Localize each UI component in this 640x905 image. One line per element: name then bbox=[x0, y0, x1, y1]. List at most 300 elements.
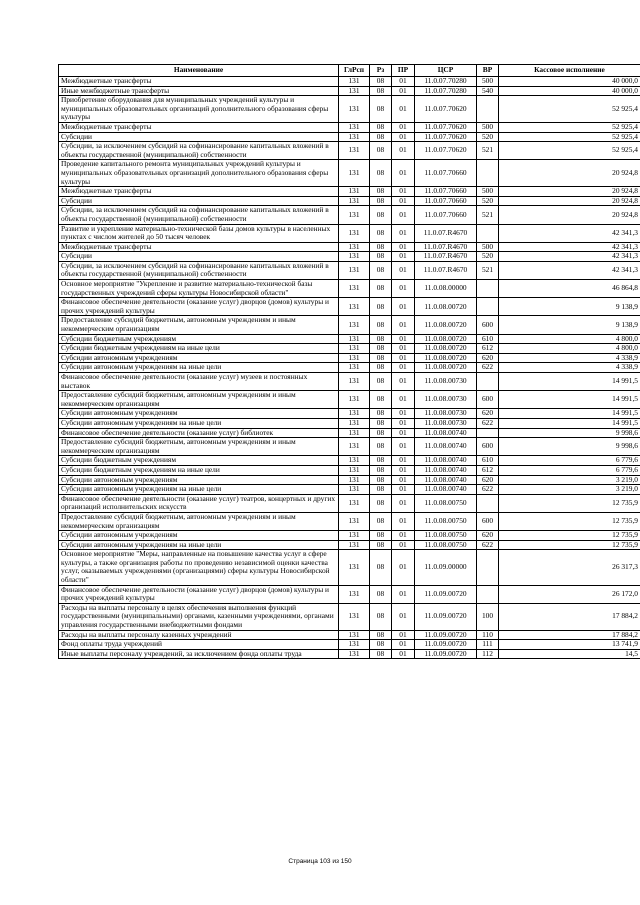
table-row bbox=[59, 160, 640, 187]
row-csr: 11.0.07.70620 bbox=[415, 96, 477, 123]
row-name: Субсидии автономным учреждениям на иные цели bbox=[59, 418, 339, 428]
row-csr: 11.0.09.00720 bbox=[415, 640, 477, 650]
row-vr: 620 bbox=[477, 531, 499, 541]
row-csr: 11.0.07.70620 bbox=[415, 142, 477, 160]
row-vr: 520 bbox=[477, 132, 499, 142]
row-rz: 08 bbox=[370, 206, 392, 224]
row-vr: 622 bbox=[477, 540, 499, 550]
row-rz: 08 bbox=[370, 261, 392, 279]
row-amount: 6 779,6 bbox=[499, 456, 640, 466]
row-pr: 01 bbox=[392, 122, 415, 132]
row-glrsp: 131 bbox=[339, 630, 370, 640]
row-glrsp: 131 bbox=[339, 132, 370, 142]
row-pr: 01 bbox=[392, 298, 415, 316]
row-vr: 610 bbox=[477, 456, 499, 466]
row-amount: 42 341,3 bbox=[499, 261, 640, 279]
row-glrsp: 131 bbox=[339, 316, 370, 334]
row-name: Развитие и укрепление материально-технической базы домов культуры в населенных пунктах с числом жителей до 50 тысяч человек bbox=[59, 224, 339, 242]
page-number: Страница 103 из 150 bbox=[288, 858, 352, 865]
row-amount: 14 991,5 bbox=[499, 391, 640, 409]
row-csr: 11.0.08.00750 bbox=[415, 512, 477, 530]
row-vr: 622 bbox=[477, 418, 499, 428]
row-pr: 01 bbox=[392, 438, 415, 456]
row-name: Финансовое обеспечение деятельности (оказание услуг) библиотек bbox=[59, 428, 339, 438]
row-name: Финансовое обеспечение деятельности (оказание услуг) дворцов (домов) культуры и прочих учреждений культуры bbox=[59, 298, 339, 316]
row-vr bbox=[477, 224, 499, 242]
row-rz: 08 bbox=[370, 585, 392, 603]
row-amount: 3 219,0 bbox=[499, 475, 640, 485]
row-glrsp: 131 bbox=[339, 252, 370, 262]
row-pr: 01 bbox=[392, 428, 415, 438]
table-row bbox=[59, 531, 640, 541]
table-row bbox=[59, 187, 640, 197]
row-vr: 110 bbox=[477, 630, 499, 640]
row-csr: 11.0.08.00000 bbox=[415, 280, 477, 298]
row-pr: 01 bbox=[392, 494, 415, 512]
row-amount: 14 991,5 bbox=[499, 418, 640, 428]
table-row bbox=[59, 603, 640, 630]
row-vr: 521 bbox=[477, 261, 499, 279]
row-glrsp: 131 bbox=[339, 603, 370, 630]
row-csr: 11.0.07.70660 bbox=[415, 187, 477, 197]
row-name: Межбюджетные трансферты bbox=[59, 77, 339, 87]
row-name: Межбюджетные трансферты bbox=[59, 187, 339, 197]
row-name: Финансовое обеспечение деятельности (оказание услуг) дворцов (домов) культуры и прочих учреждений культуры bbox=[59, 585, 339, 603]
row-amount: 52 925,4 bbox=[499, 96, 640, 123]
row-glrsp: 131 bbox=[339, 142, 370, 160]
table-header-row bbox=[59, 65, 640, 77]
table-row bbox=[59, 206, 640, 224]
row-rz: 08 bbox=[370, 298, 392, 316]
row-pr: 01 bbox=[392, 86, 415, 96]
row-glrsp: 131 bbox=[339, 122, 370, 132]
row-glrsp: 131 bbox=[339, 96, 370, 123]
table-row bbox=[59, 252, 640, 262]
row-csr: 11.0.08.00720 bbox=[415, 344, 477, 354]
row-vr: 612 bbox=[477, 465, 499, 475]
row-pr: 01 bbox=[392, 649, 415, 659]
header-cash-execution: Кассовое исполнение bbox=[499, 65, 640, 77]
row-rz: 08 bbox=[370, 603, 392, 630]
row-name: Субсидии автономным учреждениям на иные цели bbox=[59, 363, 339, 373]
row-name: Финансовое обеспечение деятельности (оказание услуг) музеев и постоянных выставок bbox=[59, 373, 339, 391]
row-amount: 9 998,6 bbox=[499, 428, 640, 438]
row-name: Предоставление субсидий бюджетным, автономным учреждениям и иным некоммерческим организациям bbox=[59, 391, 339, 409]
row-rz: 08 bbox=[370, 363, 392, 373]
row-name: Иные межбюджетные трансферты bbox=[59, 86, 339, 96]
row-pr: 01 bbox=[392, 316, 415, 334]
row-vr: 520 bbox=[477, 196, 499, 206]
row-rz: 08 bbox=[370, 160, 392, 187]
row-csr: 11.0.08.00740 bbox=[415, 456, 477, 466]
table-row bbox=[59, 122, 640, 132]
row-csr: 11.0.07.70620 bbox=[415, 132, 477, 142]
row-rz: 08 bbox=[370, 494, 392, 512]
row-glrsp: 131 bbox=[339, 224, 370, 242]
row-glrsp: 131 bbox=[339, 456, 370, 466]
row-name: Финансовое обеспечение деятельности (оказание услуг) театров, концертных и других организаций исполнительских искусств bbox=[59, 494, 339, 512]
table-row bbox=[59, 456, 640, 466]
row-csr: 11.0.08.00740 bbox=[415, 475, 477, 485]
row-amount: 9 138,9 bbox=[499, 316, 640, 334]
row-name: Проведение капитального ремонта муниципальных учреждений культуры и муниципальных образовательных организаций дополнительного образования сферы культуры bbox=[59, 160, 339, 187]
row-vr bbox=[477, 428, 499, 438]
row-rz: 08 bbox=[370, 96, 392, 123]
row-amount: 26 172,0 bbox=[499, 585, 640, 603]
row-amount: 52 925,4 bbox=[499, 142, 640, 160]
row-csr: 11.0.07.R4670 bbox=[415, 252, 477, 262]
row-vr bbox=[477, 373, 499, 391]
row-vr: 500 bbox=[477, 242, 499, 252]
row-rz: 08 bbox=[370, 649, 392, 659]
row-name: Субсидии, за исключением субсидий на софинансирование капитальных вложений в объекты государственной (муниципальной) собственности bbox=[59, 261, 339, 279]
row-glrsp: 131 bbox=[339, 531, 370, 541]
row-name: Межбюджетные трансферты bbox=[59, 242, 339, 252]
table-row bbox=[59, 465, 640, 475]
row-glrsp: 131 bbox=[339, 550, 370, 585]
row-csr: 11.0.09.00000 bbox=[415, 550, 477, 585]
row-amount: 52 925,4 bbox=[499, 122, 640, 132]
row-amount: 20 924,8 bbox=[499, 160, 640, 187]
row-amount: 4 338,9 bbox=[499, 353, 640, 363]
row-name: Субсидии автономным учреждениям bbox=[59, 353, 339, 363]
row-csr: 11.0.08.00750 bbox=[415, 531, 477, 541]
row-pr: 01 bbox=[392, 334, 415, 344]
row-pr: 01 bbox=[392, 465, 415, 475]
row-name: Расходы на выплаты персоналу в целях обеспечения выполнения функций государственными (муниципальными) органами, казенными учреждениями, органами управления государственными внебюджетными фондами bbox=[59, 603, 339, 630]
row-pr: 01 bbox=[392, 142, 415, 160]
row-glrsp: 131 bbox=[339, 428, 370, 438]
row-rz: 08 bbox=[370, 344, 392, 354]
row-glrsp: 131 bbox=[339, 512, 370, 530]
row-amount: 12 735,9 bbox=[499, 540, 640, 550]
table-row bbox=[59, 485, 640, 495]
row-glrsp: 131 bbox=[339, 298, 370, 316]
row-vr: 100 bbox=[477, 603, 499, 630]
row-amount: 14,5 bbox=[499, 649, 640, 659]
row-rz: 08 bbox=[370, 353, 392, 363]
table-row bbox=[59, 438, 640, 456]
row-csr: 11.0.08.00730 bbox=[415, 391, 477, 409]
row-name: Субсидии, за исключением субсидий на софинансирование капитальных вложений в объекты государственной (муниципальной) собственности bbox=[59, 142, 339, 160]
row-glrsp: 131 bbox=[339, 540, 370, 550]
row-amount: 13 741,9 bbox=[499, 640, 640, 650]
row-csr: 11.0.08.00730 bbox=[415, 409, 477, 419]
row-rz: 08 bbox=[370, 550, 392, 585]
row-pr: 01 bbox=[392, 280, 415, 298]
row-glrsp: 131 bbox=[339, 640, 370, 650]
row-csr: 11.0.08.00720 bbox=[415, 363, 477, 373]
row-name: Предоставление субсидий бюджетным, автономным учреждениям и иным некоммерческим организациям bbox=[59, 438, 339, 456]
row-vr: 500 bbox=[477, 122, 499, 132]
row-rz: 08 bbox=[370, 224, 392, 242]
row-vr: 520 bbox=[477, 252, 499, 262]
row-vr bbox=[477, 298, 499, 316]
row-rz: 08 bbox=[370, 252, 392, 262]
row-name: Основное мероприятие "Укрепление и развитие материально-технической базы государственных учреждений сферы культуры Новосибирской области" bbox=[59, 280, 339, 298]
row-glrsp: 131 bbox=[339, 261, 370, 279]
row-csr: 11.0.08.00750 bbox=[415, 494, 477, 512]
row-pr: 01 bbox=[392, 485, 415, 495]
row-amount: 46 864,8 bbox=[499, 280, 640, 298]
row-vr: 600 bbox=[477, 316, 499, 334]
row-rz: 08 bbox=[370, 280, 392, 298]
row-name: Субсидии автономным учреждениям bbox=[59, 409, 339, 419]
row-csr: 11.0.07.R4670 bbox=[415, 242, 477, 252]
row-amount: 12 735,9 bbox=[499, 531, 640, 541]
row-vr: 521 bbox=[477, 142, 499, 160]
row-amount: 4 800,0 bbox=[499, 334, 640, 344]
row-csr: 11.0.08.00730 bbox=[415, 418, 477, 428]
table-row bbox=[59, 261, 640, 279]
table-row bbox=[59, 649, 640, 659]
row-amount: 9 998,6 bbox=[499, 438, 640, 456]
row-amount: 12 735,9 bbox=[499, 494, 640, 512]
row-name: Субсидии bbox=[59, 132, 339, 142]
row-vr bbox=[477, 280, 499, 298]
row-csr: 11.0.08.00740 bbox=[415, 438, 477, 456]
row-vr: 620 bbox=[477, 409, 499, 419]
row-amount: 6 779,6 bbox=[499, 465, 640, 475]
row-rz: 08 bbox=[370, 531, 392, 541]
row-pr: 01 bbox=[392, 531, 415, 541]
row-glrsp: 131 bbox=[339, 344, 370, 354]
table-row bbox=[59, 344, 640, 354]
row-vr: 620 bbox=[477, 475, 499, 485]
row-name: Субсидии бюджетным учреждениям bbox=[59, 334, 339, 344]
row-glrsp: 131 bbox=[339, 373, 370, 391]
row-pr: 01 bbox=[392, 640, 415, 650]
row-pr: 01 bbox=[392, 456, 415, 466]
row-csr: 11.0.08.00740 bbox=[415, 465, 477, 475]
row-amount: 20 924,8 bbox=[499, 206, 640, 224]
row-amount: 9 138,9 bbox=[499, 298, 640, 316]
row-rz: 08 bbox=[370, 142, 392, 160]
row-vr: 610 bbox=[477, 334, 499, 344]
row-pr: 01 bbox=[392, 585, 415, 603]
row-name: Субсидии bbox=[59, 196, 339, 206]
row-csr: 11.0.07.R4670 bbox=[415, 261, 477, 279]
row-pr: 01 bbox=[392, 391, 415, 409]
row-rz: 08 bbox=[370, 122, 392, 132]
row-name: Приобретение оборудования для муниципальных учреждений культуры и муниципальных образовательных организаций дополнительного образования сферы культуры bbox=[59, 96, 339, 123]
report-sheet bbox=[58, 64, 640, 659]
row-vr bbox=[477, 160, 499, 187]
row-rz: 08 bbox=[370, 456, 392, 466]
row-glrsp: 131 bbox=[339, 409, 370, 419]
row-pr: 01 bbox=[392, 409, 415, 419]
row-glrsp: 131 bbox=[339, 363, 370, 373]
row-amount: 40 000,0 bbox=[499, 86, 640, 96]
row-name: Предоставление субсидий бюджетным, автономным учреждениям и иным некоммерческим организациям bbox=[59, 316, 339, 334]
row-pr: 01 bbox=[392, 96, 415, 123]
row-name: Субсидии автономным учреждениям bbox=[59, 531, 339, 541]
row-amount: 17 884,2 bbox=[499, 603, 640, 630]
row-name: Межбюджетные трансферты bbox=[59, 122, 339, 132]
row-glrsp: 131 bbox=[339, 353, 370, 363]
row-rz: 08 bbox=[370, 187, 392, 197]
row-vr bbox=[477, 550, 499, 585]
row-amount: 42 341,3 bbox=[499, 224, 640, 242]
row-name: Субсидии автономным учреждениям на иные цели bbox=[59, 485, 339, 495]
header-pr: ПР bbox=[392, 65, 415, 77]
row-glrsp: 131 bbox=[339, 187, 370, 197]
row-amount: 17 884,2 bbox=[499, 630, 640, 640]
row-name: Субсидии автономным учреждениям на иные цели bbox=[59, 540, 339, 550]
row-vr: 600 bbox=[477, 438, 499, 456]
row-amount: 42 341,3 bbox=[499, 242, 640, 252]
budget-execution-table bbox=[58, 64, 640, 659]
row-name: Субсидии бюджетным учреждениям bbox=[59, 456, 339, 466]
row-pr: 01 bbox=[392, 160, 415, 187]
header-rz: Рз bbox=[370, 65, 392, 77]
row-glrsp: 131 bbox=[339, 242, 370, 252]
row-pr: 01 bbox=[392, 252, 415, 262]
row-vr: 112 bbox=[477, 649, 499, 659]
table-row bbox=[59, 280, 640, 298]
row-csr: 11.0.08.00730 bbox=[415, 373, 477, 391]
row-rz: 08 bbox=[370, 86, 392, 96]
row-csr: 11.0.09.00720 bbox=[415, 585, 477, 603]
table-row bbox=[59, 142, 640, 160]
table-row bbox=[59, 391, 640, 409]
row-rz: 08 bbox=[370, 242, 392, 252]
table-row bbox=[59, 96, 640, 123]
row-amount: 40 000,0 bbox=[499, 77, 640, 87]
row-rz: 08 bbox=[370, 373, 392, 391]
table-row bbox=[59, 550, 640, 585]
table-row bbox=[59, 640, 640, 650]
row-glrsp: 131 bbox=[339, 196, 370, 206]
row-pr: 01 bbox=[392, 132, 415, 142]
row-csr: 11.0.09.00720 bbox=[415, 649, 477, 659]
row-amount: 4 800,0 bbox=[499, 344, 640, 354]
row-rz: 08 bbox=[370, 475, 392, 485]
row-amount: 42 341,3 bbox=[499, 252, 640, 262]
table-row bbox=[59, 224, 640, 242]
row-rz: 08 bbox=[370, 465, 392, 475]
row-amount: 14 991,5 bbox=[499, 373, 640, 391]
row-rz: 08 bbox=[370, 334, 392, 344]
row-pr: 01 bbox=[392, 418, 415, 428]
row-vr: 600 bbox=[477, 512, 499, 530]
row-vr: 521 bbox=[477, 206, 499, 224]
row-csr: 11.0.08.00720 bbox=[415, 334, 477, 344]
row-rz: 08 bbox=[370, 485, 392, 495]
header-glrsp: ГлРсп bbox=[339, 65, 370, 77]
row-csr: 11.0.09.00720 bbox=[415, 630, 477, 640]
row-vr: 612 bbox=[477, 344, 499, 354]
row-pr: 01 bbox=[392, 344, 415, 354]
row-pr: 01 bbox=[392, 603, 415, 630]
row-csr: 11.0.07.70620 bbox=[415, 122, 477, 132]
row-vr bbox=[477, 494, 499, 512]
row-rz: 08 bbox=[370, 540, 392, 550]
row-amount: 3 219,0 bbox=[499, 485, 640, 495]
row-glrsp: 131 bbox=[339, 77, 370, 87]
row-glrsp: 131 bbox=[339, 494, 370, 512]
row-pr: 01 bbox=[392, 475, 415, 485]
table-body bbox=[59, 77, 640, 659]
row-amount: 26 317,3 bbox=[499, 550, 640, 585]
header-vr: ВР bbox=[477, 65, 499, 77]
row-vr: 540 bbox=[477, 86, 499, 96]
row-csr: 11.0.07.70660 bbox=[415, 196, 477, 206]
row-glrsp: 131 bbox=[339, 465, 370, 475]
row-vr: 111 bbox=[477, 640, 499, 650]
row-glrsp: 131 bbox=[339, 585, 370, 603]
row-pr: 01 bbox=[392, 353, 415, 363]
table-row bbox=[59, 373, 640, 391]
row-rz: 08 bbox=[370, 409, 392, 419]
row-pr: 01 bbox=[392, 550, 415, 585]
header-csr: ЦСР bbox=[415, 65, 477, 77]
row-csr: 11.0.09.00720 bbox=[415, 603, 477, 630]
row-vr: 622 bbox=[477, 363, 499, 373]
row-csr: 11.0.08.00720 bbox=[415, 298, 477, 316]
row-rz: 08 bbox=[370, 512, 392, 530]
row-csr: 11.0.07.70660 bbox=[415, 206, 477, 224]
row-pr: 01 bbox=[392, 224, 415, 242]
row-name: Субсидии бюджетным учреждениям на иные цели bbox=[59, 344, 339, 354]
row-name: Фонд оплаты труда учреждений bbox=[59, 640, 339, 650]
row-name: Субсидии, за исключением субсидий на софинансирование капитальных вложений в объекты государственной (муниципальной) собственности bbox=[59, 206, 339, 224]
row-pr: 01 bbox=[392, 540, 415, 550]
row-pr: 01 bbox=[392, 512, 415, 530]
row-glrsp: 131 bbox=[339, 391, 370, 409]
row-rz: 08 bbox=[370, 196, 392, 206]
row-amount: 12 735,9 bbox=[499, 512, 640, 530]
row-pr: 01 bbox=[392, 187, 415, 197]
row-vr: 620 bbox=[477, 353, 499, 363]
row-vr: 500 bbox=[477, 77, 499, 87]
table-row bbox=[59, 77, 640, 87]
row-amount: 20 924,8 bbox=[499, 187, 640, 197]
row-pr: 01 bbox=[392, 363, 415, 373]
row-csr: 11.0.08.00720 bbox=[415, 353, 477, 363]
row-amount: 20 924,8 bbox=[499, 196, 640, 206]
row-vr: 600 bbox=[477, 391, 499, 409]
row-pr: 01 bbox=[392, 242, 415, 252]
row-name: Субсидии bbox=[59, 252, 339, 262]
row-csr: 11.0.08.00740 bbox=[415, 428, 477, 438]
row-pr: 01 bbox=[392, 206, 415, 224]
row-pr: 01 bbox=[392, 630, 415, 640]
table-row bbox=[59, 585, 640, 603]
row-glrsp: 131 bbox=[339, 485, 370, 495]
row-rz: 08 bbox=[370, 132, 392, 142]
row-pr: 01 bbox=[392, 77, 415, 87]
row-name: Предоставление субсидий бюджетным, автономным учреждениям и иным некоммерческим организациям bbox=[59, 512, 339, 530]
row-csr: 11.0.07.70280 bbox=[415, 86, 477, 96]
row-csr: 11.0.08.00720 bbox=[415, 316, 477, 334]
row-name: Иные выплаты персоналу учреждений, за исключением фонда оплаты труда bbox=[59, 649, 339, 659]
row-pr: 01 bbox=[392, 196, 415, 206]
row-rz: 08 bbox=[370, 316, 392, 334]
row-csr: 11.0.08.00740 bbox=[415, 485, 477, 495]
row-glrsp: 131 bbox=[339, 649, 370, 659]
row-glrsp: 131 bbox=[339, 475, 370, 485]
row-csr: 11.0.08.00750 bbox=[415, 540, 477, 550]
row-rz: 08 bbox=[370, 630, 392, 640]
table-row bbox=[59, 316, 640, 334]
row-rz: 08 bbox=[370, 391, 392, 409]
header-name: Наименование bbox=[59, 65, 339, 77]
row-name: Расходы на выплаты персоналу казенных учреждений bbox=[59, 630, 339, 640]
row-vr: 622 bbox=[477, 485, 499, 495]
row-rz: 08 bbox=[370, 77, 392, 87]
row-name: Основное мероприятие "Меры, направленные на повышение качества услуг в сфере культуры, а также организация работы по проведению независимой оценки качества услуг, оказываемых учреждениями (организациями) сферы культуры Новосибирской области" bbox=[59, 550, 339, 585]
